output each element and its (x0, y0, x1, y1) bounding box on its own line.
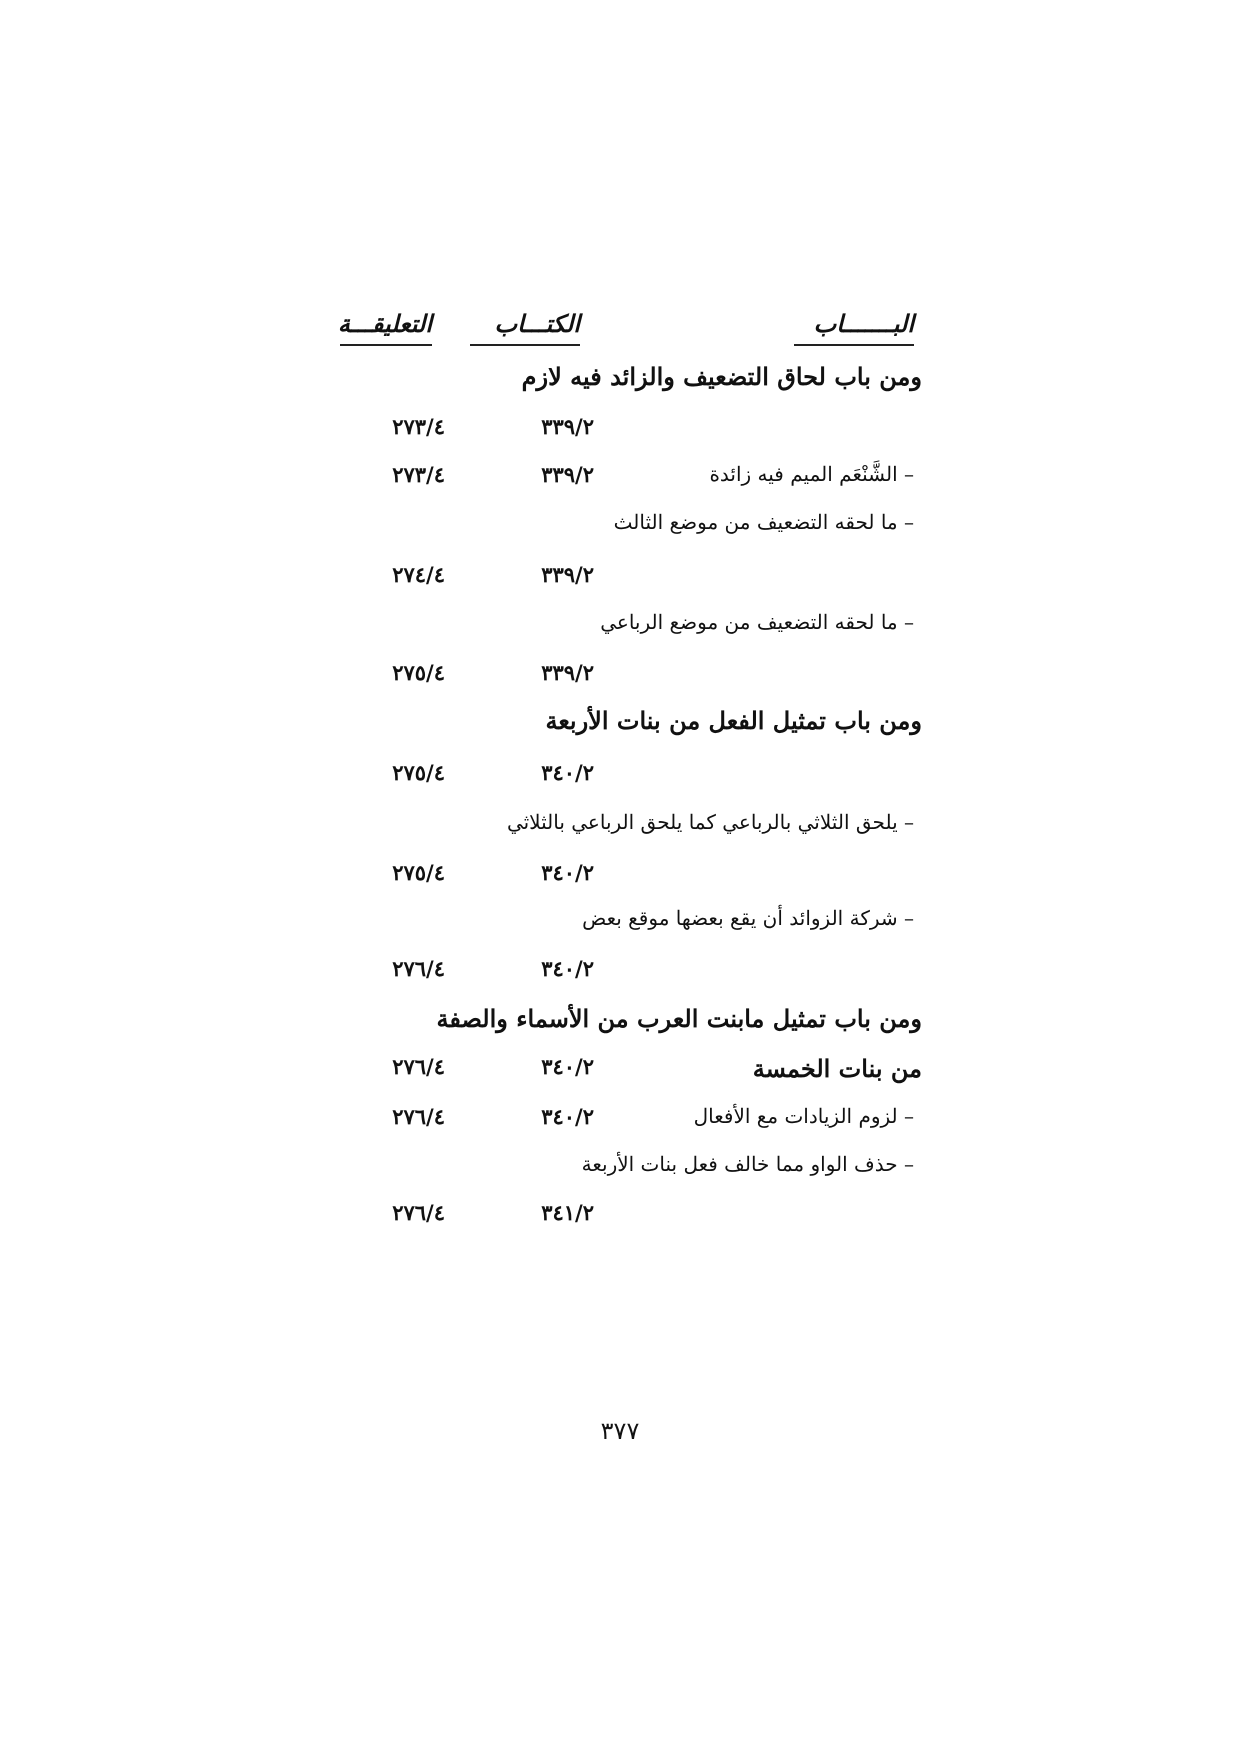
taliqa-reference: ٢٧٦/٤ (392, 1200, 445, 1225)
entry-text: – ما لحقه التضعيف من موضع الرباعي (600, 610, 914, 634)
index-row (0, 706, 1240, 746)
taliqa-reference: ٢٧٦/٤ (392, 1054, 445, 1079)
section-heading: ومن باب تمثيل مابنت العرب من الأسماء والصفة (436, 1004, 922, 1033)
column-header-taliqa: التعليقـــة (337, 310, 432, 338)
kitab-reference: ٣٤٠/٢ (541, 956, 594, 981)
index-row (0, 562, 1240, 602)
kitab-reference: ٣٣٩/٢ (541, 660, 594, 685)
index-row (0, 1200, 1240, 1240)
kitab-reference: ٣٤٠/٢ (541, 1104, 594, 1129)
index-row (0, 860, 1240, 900)
taliqa-reference: ٢٧٣/٤ (392, 414, 445, 439)
kitab-reference: ٣٣٩/٢ (541, 562, 594, 587)
kitab-reference: ٣٣٩/٢ (541, 414, 594, 439)
entry-text: – يلحق الثلاثي بالرباعي كما يلحق الرباعي بالثلاثي (506, 810, 914, 834)
taliqa-reference: ٢٧٦/٤ (392, 1104, 445, 1129)
header-underline-taliqa (340, 344, 432, 346)
section-heading: ومن باب لحاق التضعيف والزائد فيه لازم (521, 362, 922, 391)
index-row (0, 1152, 1240, 1192)
header-underline-kitab (470, 344, 580, 346)
index-row (0, 810, 1240, 850)
section-heading: من بنات الخمسة (752, 1054, 922, 1083)
index-row (0, 462, 1240, 502)
taliqa-reference: ٢٧٥/٤ (392, 760, 445, 785)
kitab-reference: ٣٤٠/٢ (541, 860, 594, 885)
kitab-reference: ٣٣٩/٢ (541, 462, 594, 487)
section-heading: ومن باب تمثيل الفعل من بنات الأربعة (545, 706, 922, 735)
taliqa-reference: ٢٧٥/٤ (392, 860, 445, 885)
index-row (0, 760, 1240, 800)
page-number: ٣٧٧ (600, 1417, 640, 1445)
entry-text: – الشَّنْعَم الميم فيه زائدة (709, 462, 914, 486)
entry-text: – ما لحقه التضعيف من موضع الثالث (613, 510, 914, 534)
index-row (0, 1054, 1240, 1094)
taliqa-reference: ٢٧٥/٤ (392, 660, 445, 685)
kitab-reference: ٣٤٠/٢ (541, 760, 594, 785)
kitab-reference: ٣٤١/٢ (541, 1200, 594, 1225)
index-row (0, 906, 1240, 946)
kitab-reference: ٣٤٠/٢ (541, 1054, 594, 1079)
header-underline-bab (794, 344, 914, 346)
entry-text: – شركة الزوائد أن يقع بعضها موقع بعض (582, 906, 914, 930)
index-row (0, 1004, 1240, 1044)
index-row (0, 510, 1240, 550)
entry-text: – لزوم الزيادات مع الأفعال (693, 1104, 914, 1128)
entry-text: – حذف الواو مما خالف فعل بنات الأربعة (581, 1152, 914, 1176)
column-header-bab: البـــــــاب (813, 310, 914, 338)
column-header-kitab: الكتـــاب (494, 310, 580, 338)
taliqa-reference: ٢٧٣/٤ (392, 462, 445, 487)
taliqa-reference: ٢٧٦/٤ (392, 956, 445, 981)
index-row (0, 610, 1240, 650)
index-row (0, 414, 1240, 454)
index-row (0, 1104, 1240, 1144)
taliqa-reference: ٢٧٤/٤ (392, 562, 445, 587)
index-row (0, 660, 1240, 700)
index-row (0, 362, 1240, 402)
index-row (0, 956, 1240, 996)
